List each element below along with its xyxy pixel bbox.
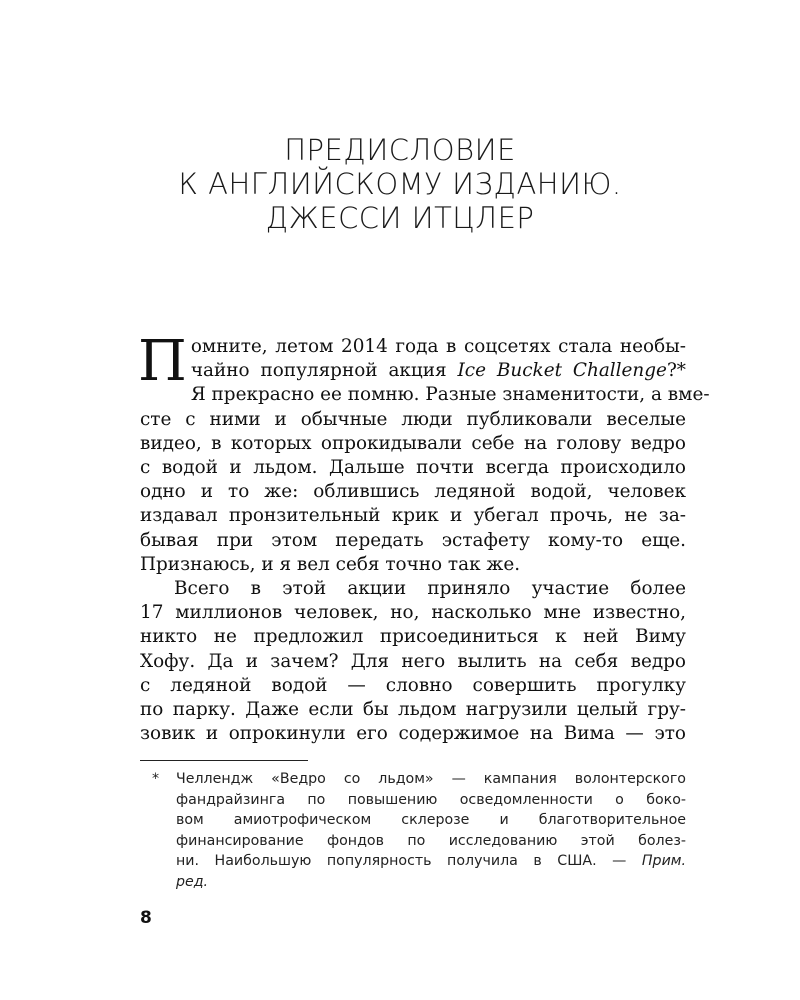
editor-note: Прим.	[641, 853, 686, 870]
text-line: никто не предложил присоединиться к ней Виму	[140, 626, 686, 648]
footnote-line: вом амиотрофическом склерозе и благотворительное	[176, 812, 686, 829]
text-line: видео, в которых опрокидывали себе на голову ведро	[140, 432, 686, 454]
title-line-3: ДЖЕССИ ИТЦЛЕР	[265, 201, 535, 235]
main-text	[138, 329, 710, 746]
paragraph-1	[138, 329, 710, 577]
text-line: бывая при этом передать эстафету кому-то еще.	[140, 529, 686, 551]
footnote-line: фандрайзинга по повышению осведомленности о боко-	[176, 791, 686, 808]
text-line: с водой и льдом. Дальше почти всегда происходило	[140, 457, 686, 479]
title-line-1: ПРЕДИСЛОВИЕ	[284, 133, 516, 167]
text-line: издавал пронзительный крик и убегал прочь, не за-	[140, 505, 686, 527]
text-line: одно и то же: облившись ледяной водой, человек	[140, 481, 686, 503]
text-line: Признаюсь, и я вел себя точно так же.	[140, 553, 521, 575]
chapter-title	[0, 133, 800, 235]
page-number: 8	[140, 908, 152, 928]
italic-term: Ice Bucket Challenge	[457, 360, 667, 382]
drop-cap: П	[138, 329, 187, 394]
text-line: с ледяной водой — словно совершить прогулку	[140, 674, 686, 696]
text-line: 17 миллионов человек, но, насколько мне известно,	[140, 602, 686, 624]
text-line: Хофу. Да и зачем? Для него вылить на себя ведро	[140, 650, 686, 672]
footnote-divider	[140, 760, 308, 761]
footnote-line: ред.	[176, 873, 209, 890]
footnote	[152, 769, 686, 893]
text-line: зовик и опрокинули его содержимое на Вима — это	[140, 723, 686, 745]
footnote-line: Челлендж «Ведро со льдом» — кампания волонтерского	[176, 771, 686, 787]
text-line: омните, летом 2014 года в соцсетях стала необы-	[190, 336, 686, 357]
text-line: Всего в этой акции приняло участие более	[174, 578, 686, 600]
footnote-text	[176, 769, 686, 893]
footnote-line: ни. Наибольшую популярность получила в США. — Прим.	[176, 853, 686, 870]
footnote-marker: *	[152, 771, 160, 787]
footnote-line: финансирование фондов по исследованию этой болез-	[176, 832, 686, 849]
text-line: чайно популярной акция Ice Bucket Challenge?*	[190, 360, 686, 382]
text-line: Я прекрасно ее помню. Разные знаменитости, а вме-	[190, 384, 710, 406]
text-line: по парку. Даже если бы льдом нагрузили целый гру-	[140, 699, 686, 721]
text-line: сте с ними и обычные люди публиковали веселые	[140, 408, 686, 430]
title-line-2: К АНГЛИЙСКОМУ ИЗДАНИЮ.	[178, 167, 622, 201]
paragraph-2	[140, 577, 686, 746]
